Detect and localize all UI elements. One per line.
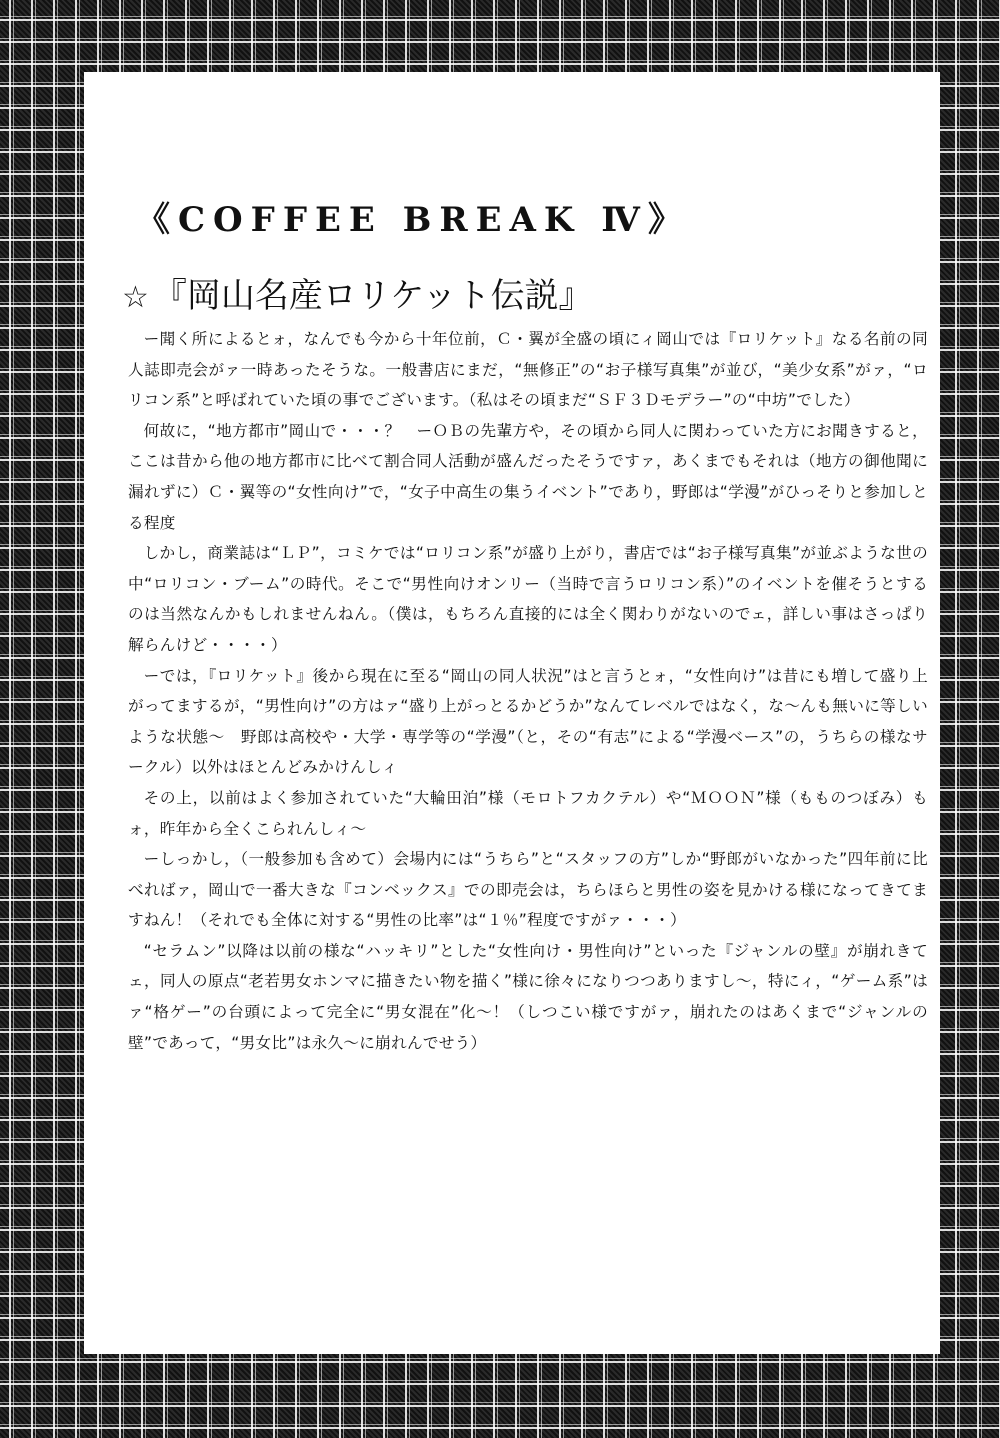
paragraph-6: ーしっかし，（一般参加も含めて）会場内には“うちら”と“スタッフの方”しか“野郎がいなかった”四年前に比べればァ，岡山で一番大きな『コンベックス』での即売会は，ちらほらと男性の姿を見かける様になってきてますねん！（それでも全体に対する“男性の比率”は“１％”程度ですがァ・・・）	[128, 850, 928, 930]
paragraph-4: ーでは，『ロリケット』後から現在に至る“岡山の同人状況”はと言うとォ，“女性向け”は昔にも増して盛り上がってまするが，“男性向け”の方はァ“盛り上がっとるかどうか”なんてレベルではなく，な〜んも無いに等しいような状態〜 野郎は高校や・大学・専学等の“学漫”（と，その“有志”による“学漫ベース”の，うちらの様なサークル）以外はほとんどみかけんしィ	[128, 666, 928, 777]
star-icon: ☆	[122, 280, 149, 315]
article-body	[128, 324, 928, 1058]
paragraph-1: ー聞く所によるとォ，なんでも今から十年位前，Ｃ・翼が全盛の頃にィ岡山では『ロリケット』なる名前の同人誌即売会がァ一時あったそうな。一般書店にまだ，“無修正”の“お子様写真集”が並び，“美少女系”がァ，“ロリコン系”と呼ばれていた頃の事でございます。（私はその頃まだ“ＳＦ３Ｄモデラー”の“中坊”でした）	[128, 330, 928, 410]
paragraph-3: しかし，商業誌は“ＬＰ”，コミケでは“ロリコン系”が盛り上がり，書店では“お子様写真集”が並ぶような世の中“ロリコン・ブーム”の時代。そこで“男性向けオンリー（当時で言うロリコン系）”のイベントを催そうとするのは当然なんかもしれませんねん。（僕は，もちろん直接的には全く関わりがないのでェ，詳しい事はさっぱり解らんけど・・・・）	[128, 544, 928, 654]
paragraph-7: “セラムン”以降は以前の様な“ハッキリ”とした“女性向け・男性向け”といった『ジャンルの壁』が崩れきてェ，同人の原点“老若男女ホンマに描きたい物を描く”様に徐々になりつつありますし〜，特にィ，“ゲーム系”はァ“格ゲー”の台頭によって完全に“男女混在”化〜！（しつこい様ですがァ，崩れたのはあくまで“ジャンルの壁”であって，“男女比”は永久〜に崩れんでせう）	[128, 941, 928, 1052]
paragraph-2: 何故に，“地方都市”岡山で・・・？ ーＯＢの先輩方や，その頃から同人に関わっていた方にお聞きすると，ここは昔から他の地方都市に比べて割合同人活動が盛んだったそうですァ，あくまでもそれは（地方の御他聞に漏れずに）Ｃ・翼等の“女性向け”で，“女子中高生の集うイベント”であり，野郎は“学漫”がひっそりと参加しとる程度	[128, 421, 928, 532]
page-sheet	[84, 72, 940, 1354]
paragraph-5: その上，以前はよく参加されていた“大輪田泊”様（モロトフカクテル）や“ＭＯＯＮ”様（もものつぼみ）もォ，昨年から全くこられんしィ〜	[128, 788, 928, 838]
subtitle-text: 『岡山名産ロリケット伝説』	[152, 276, 593, 316]
page-title: 《COFFEE BREAK Ⅳ》	[136, 200, 690, 240]
article-subtitle	[122, 268, 593, 317]
